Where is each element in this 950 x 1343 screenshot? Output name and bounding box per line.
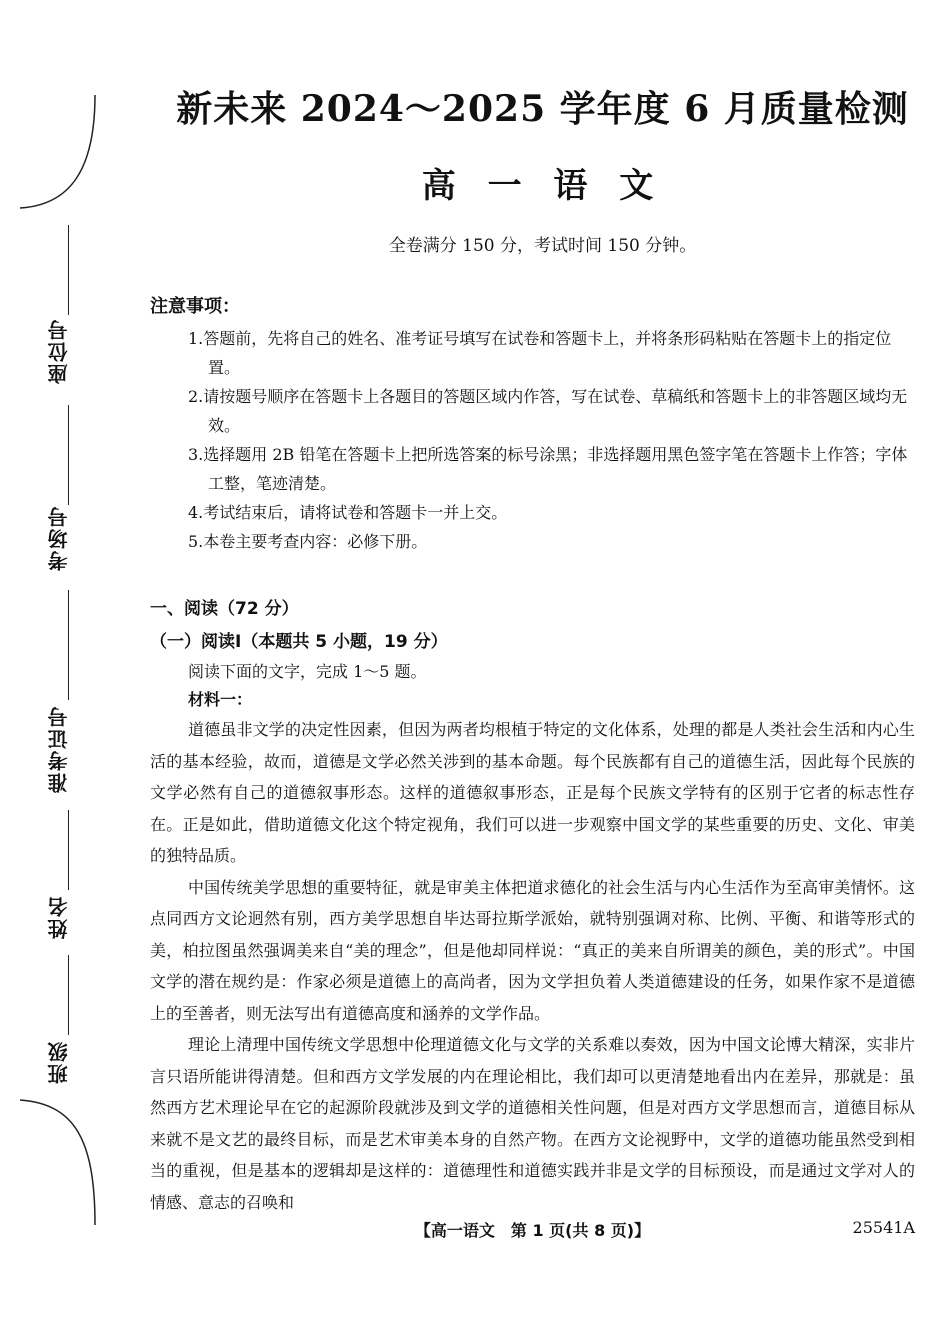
exam-meta: 全卷满分 150 分，考试时间 150 分钟。 bbox=[388, 236, 697, 256]
material-label: 材料一： bbox=[188, 690, 253, 709]
section-heading: 一、阅读（72 分） bbox=[150, 599, 299, 619]
passage-paragraph: 中国传统美学思想的重要特征，就是审美主体把道求德化的社会生活与内心生活作为至高审美情怀。这点同西方文论迥然有别，西方美学思想自毕达哥拉斯学派始，就特别强调对称、比例、平衡、和谐等形式的美，柏拉图虽然强调美来自“美的理念”，但是他却同样说：“真正的美来自所谓美的颜色，美的形式”。中国文学的潜在规约是：作家必须是道德上的高尚者，因为文学担负着人类道德建设的任务，如果作家不是道德上的至善者，则无法写出有道德高度和涵养的文学作品。 bbox=[150, 877, 915, 1023]
notice-list bbox=[150, 324, 915, 556]
paper-code: 25541A bbox=[852, 1218, 915, 1237]
notice-item: 4.考试结束后，请将试卷和答题卡一并上交。 bbox=[188, 503, 508, 522]
binding-strip bbox=[0, 0, 120, 1343]
seat-number-label: 座位号 bbox=[47, 318, 71, 384]
passage-paragraph: 道德虽非文学的决定性因素，但因为两者均根植于特定的文化体系，处理的都是人类社会生活和内心生活的基本经验，故而，道德是文学必然关涉到的基本命题。每个民族都有自己的道德生活，因此每个民族的文学必然有自己的道德叙事形态。这样的道德叙事形态，正是每个民族文学特有的区别于它者的标志性存在。正是如此，借助道德文化这个特定视角，我们可以进一步观察中国文学的某些重要的历史、文化、审美的独特品质。 bbox=[150, 720, 915, 865]
reading-instruction: 阅读下面的文字，完成 1～5 题。 bbox=[188, 662, 427, 681]
binding-line bbox=[68, 405, 69, 505]
exam-room-label: 考场号 bbox=[47, 505, 71, 571]
notice-item: 5.本卷主要考查内容：必修下册。 bbox=[188, 532, 428, 551]
notice-item: 2.请按题号顺序在答题卡上各题目的答题区域内作答，写在试卷、草稿纸和答题卡上的非答题区域均无效。 bbox=[188, 387, 908, 435]
notice-item: 1.答题前，先将自己的姓名、准考证号填写在试卷和答题卡上，并将条形码粘贴在答题卡上的指定位置。 bbox=[188, 329, 892, 377]
notice-item: 3.选择题用 2B 铅笔在答题卡上把所选答案的标号涂黑；非选择题用黑色签字笔在答题卡上作答；字体工整，笔迹清楚。 bbox=[188, 445, 908, 493]
page-number: 【高一语文 第 1 页(共 8 页)】 bbox=[414, 1221, 651, 1240]
name-label: 姓名 bbox=[47, 895, 71, 939]
admission-ticket-label: 准考证号 bbox=[47, 705, 71, 793]
binding-line bbox=[68, 955, 69, 1035]
class-label: 班级 bbox=[47, 1040, 71, 1084]
subject-title: 高 一 语 文 bbox=[421, 166, 664, 206]
subsection-heading: （一）阅读Ⅰ（本题共 5 小题，19 分） bbox=[150, 632, 448, 652]
exam-title: 新未来 2024～2025 学年度 6 月质量检测 bbox=[176, 88, 909, 130]
notice-heading: 注意事项： bbox=[150, 296, 240, 317]
exam-page bbox=[150, 80, 915, 1218]
binding-line bbox=[68, 590, 69, 700]
binding-curve bbox=[0, 0, 120, 1343]
binding-line bbox=[68, 225, 69, 315]
binding-line bbox=[68, 810, 69, 890]
passage-paragraph: 理论上清理中国传统文学思想中伦理道德文化与文学的关系难以奏效，因为中国文论博大精深，实非片言只语所能讲得清楚。但和西方文学发展的内在理论相比，我们却可以更清楚地看出内在差异，那就是：虽然西方艺术理论早在它的起源阶段就涉及到文学的道德相关性问题，但是对西方文学思想而言，道德目标从来就不是文艺的最终目标，而是艺术审美本身的自然产物。在西方文论视野中，文学的道德功能虽然受到相当的重视，但是基本的逻辑却是这样的：道德理性和道德实践并非是文学的目标预设，而是通过文学对人的情感、意志的召唤和 bbox=[150, 1035, 915, 1212]
